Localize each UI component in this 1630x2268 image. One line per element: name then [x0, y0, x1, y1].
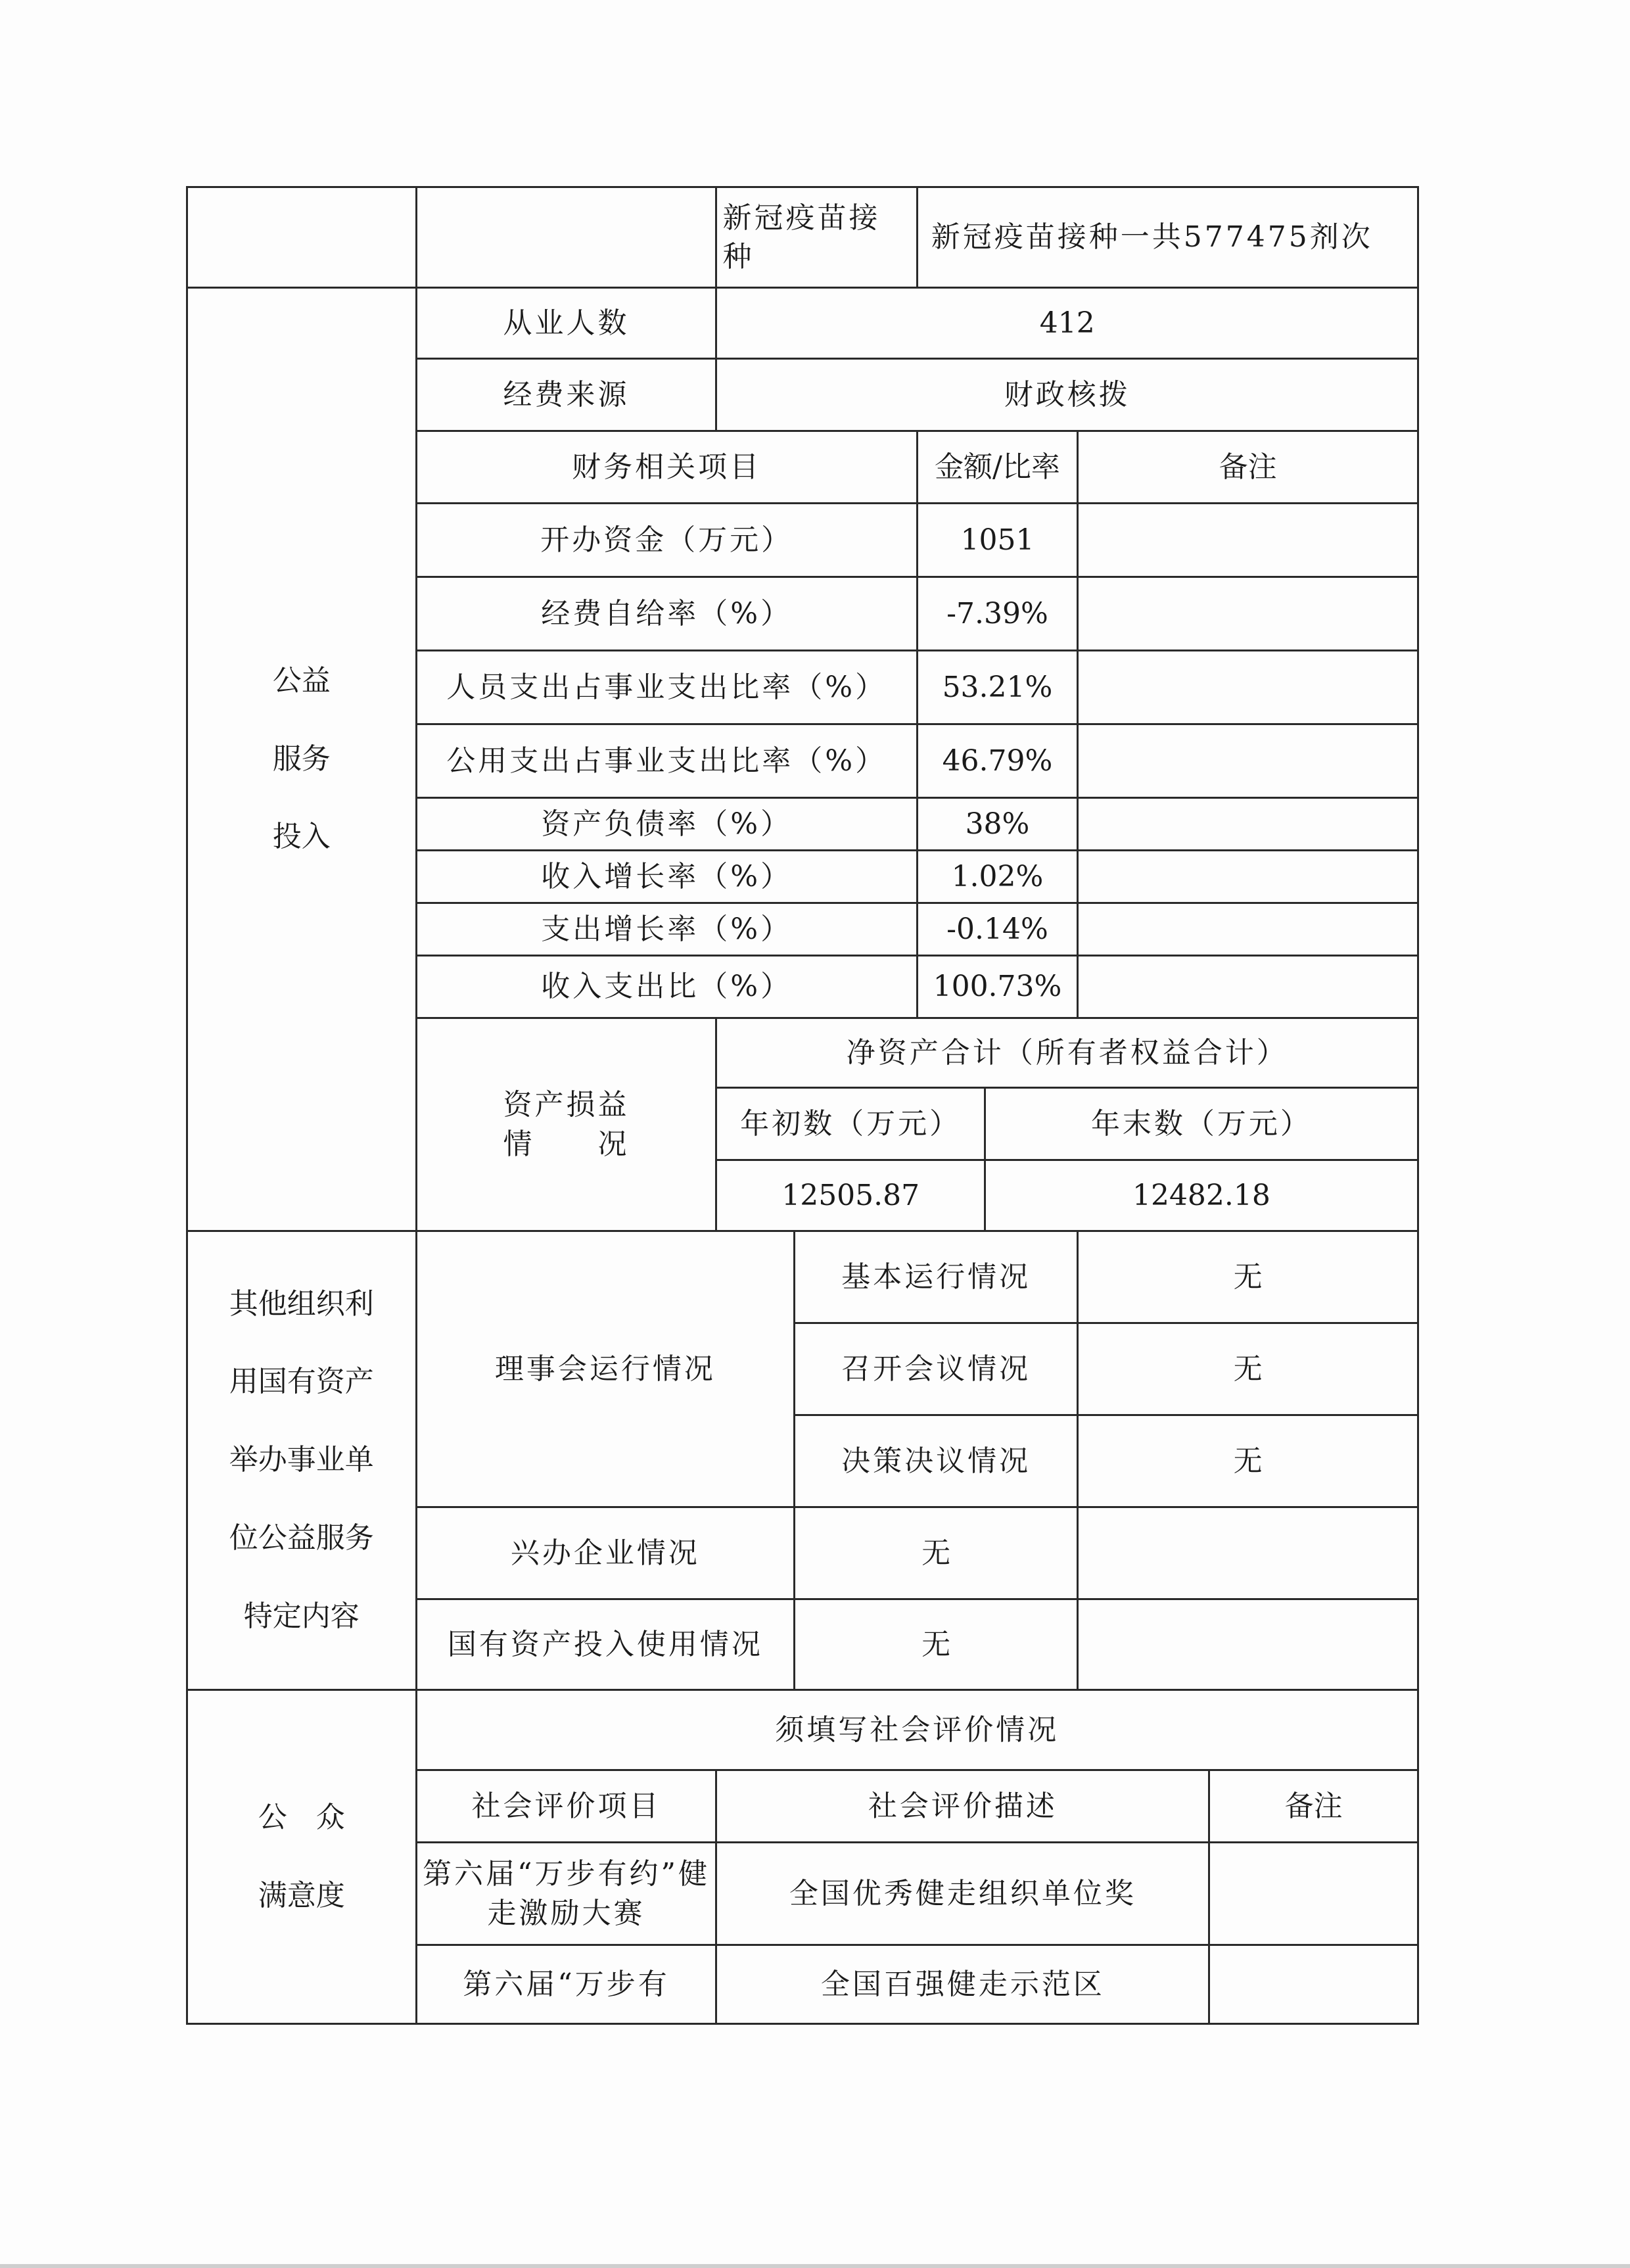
- eval-header-desc: 社会评价描述: [716, 1770, 1209, 1843]
- section-label-line: 投入: [272, 820, 331, 854]
- eval-note: [1209, 1945, 1418, 2024]
- finance-note: [1078, 724, 1418, 798]
- finance-note: [1078, 956, 1418, 1018]
- eval-item: 第六届“万步有: [416, 1945, 716, 2024]
- vaccine-row: [187, 187, 1418, 288]
- finance-header-amount: 金额/比率: [917, 431, 1077, 504]
- finance-amount: -7.39%: [917, 577, 1077, 651]
- staff-count-value: 412: [716, 288, 1418, 359]
- finance-note: [1078, 577, 1418, 651]
- finance-amount: 1051: [917, 504, 1077, 577]
- finance-note: [1078, 651, 1418, 724]
- state-assets-value: 无: [795, 1599, 1078, 1690]
- section-label-line: 位公益服务: [229, 1521, 374, 1555]
- assets-end-value: 12482.18: [985, 1160, 1418, 1231]
- board-value: 无: [1078, 1415, 1418, 1507]
- assets-header: 净资产合计（所有者权益合计）: [716, 1018, 1418, 1088]
- scan-edge: [0, 2264, 1630, 2268]
- section-label-line: 用国有资产: [229, 1365, 374, 1399]
- empty-cell: [1078, 1599, 1418, 1690]
- finance-item: 收入增长率（%）: [416, 851, 917, 903]
- finance-item: 资产负债率（%）: [416, 798, 917, 851]
- assets-label-line: 情 况: [503, 1127, 630, 1161]
- finance-item: 经费自给率（%）: [416, 577, 917, 651]
- funding-source-value: 财政核拨: [716, 359, 1418, 431]
- finance-header-note: 备注: [1078, 431, 1418, 504]
- report-page: [186, 186, 1419, 2025]
- empty-cell: [187, 187, 417, 288]
- empty-cell: [416, 187, 716, 288]
- assets-label: [416, 1018, 716, 1231]
- vaccine-label: 新冠疫苗接种: [716, 187, 917, 288]
- section-label-line: 举办事业单: [229, 1443, 374, 1477]
- state-assets-label: 国有资产投入使用情况: [416, 1599, 794, 1690]
- vaccine-value: 新冠疫苗接种一共577475剂次: [917, 187, 1418, 288]
- board-value: 无: [1078, 1231, 1418, 1323]
- enterprise-value: 无: [795, 1507, 1078, 1599]
- finance-note: [1078, 798, 1418, 851]
- eval-desc: 全国优秀健走组织单位奖: [716, 1843, 1209, 1945]
- finance-amount: -0.14%: [917, 903, 1077, 956]
- finance-amount: 46.79%: [917, 724, 1077, 798]
- finance-amount: 38%: [917, 798, 1077, 851]
- finance-amount: 53.21%: [917, 651, 1077, 724]
- board-label: 理事会运行情况: [416, 1231, 794, 1507]
- funding-source-label: 经费来源: [416, 359, 716, 431]
- report-table: [186, 186, 1419, 2025]
- section-label-line: 特定内容: [243, 1599, 360, 1633]
- satisfaction-header: 须填写社会评价情况: [416, 1690, 1418, 1770]
- finance-item: 公用支出占事业支出比率（%）: [416, 724, 917, 798]
- assets-label-line: 资产损益: [503, 1088, 630, 1122]
- finance-item: 人员支出占事业支出比率（%）: [416, 651, 917, 724]
- other-org-section-label: [187, 1231, 417, 1690]
- section-label-line: 服务: [272, 742, 331, 776]
- finance-header-item: 财务相关项目: [416, 431, 917, 504]
- assets-begin-label: 年初数（万元）: [716, 1088, 985, 1160]
- finance-note: [1078, 903, 1418, 956]
- assets-end-label: 年末数（万元）: [985, 1088, 1418, 1160]
- board-item: 基本运行情况: [795, 1231, 1078, 1323]
- board-value: 无: [1078, 1323, 1418, 1415]
- finance-note: [1078, 851, 1418, 903]
- section-label-line: 满意度: [258, 1878, 345, 1912]
- satisfaction-section-label: [187, 1690, 417, 2024]
- finance-amount: 100.73%: [917, 956, 1077, 1018]
- staff-count-label: 从业人数: [416, 288, 716, 359]
- section-label-line: 公益: [272, 663, 331, 697]
- public-service-section-label: [187, 288, 417, 1231]
- empty-cell: [1078, 1507, 1418, 1599]
- enterprise-label: 兴办企业情况: [416, 1507, 794, 1599]
- section-label-line: 其他组织利: [229, 1287, 374, 1321]
- section-label-line: 公 众: [258, 1800, 345, 1834]
- eval-desc: 全国百强健走示范区: [716, 1945, 1209, 2024]
- finance-item: 支出增长率（%）: [416, 903, 917, 956]
- board-item: 召开会议情况: [795, 1323, 1078, 1415]
- eval-note: [1209, 1843, 1418, 1945]
- eval-header-item: 社会评价项目: [416, 1770, 716, 1843]
- eval-item: 第六届“万步有约”健走激励大赛: [416, 1843, 716, 1945]
- eval-header-note: 备注: [1209, 1770, 1418, 1843]
- finance-item: 开办资金（万元）: [416, 504, 917, 577]
- assets-begin-value: 12505.87: [716, 1160, 985, 1231]
- finance-note: [1078, 504, 1418, 577]
- finance-amount: 1.02%: [917, 851, 1077, 903]
- finance-item: 收入支出比（%）: [416, 956, 917, 1018]
- board-item: 决策决议情况: [795, 1415, 1078, 1507]
